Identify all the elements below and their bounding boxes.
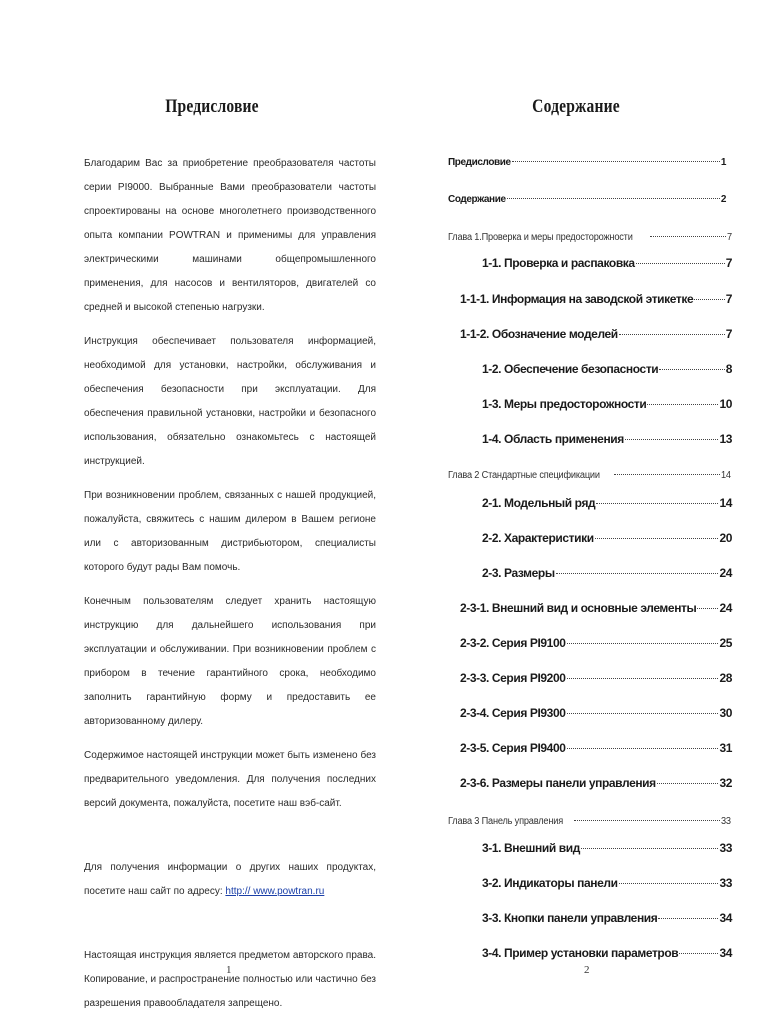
toc-entry-title: 2-3-4. Серия PI9300 [460,706,566,720]
toc-entry[interactable] [448,470,732,481]
toc-entry-page: 13 [719,432,732,446]
toc-entry[interactable] [448,157,726,168]
website-paragraph [84,856,376,904]
toc-entry-title: 1-1-1. Информация на заводской этикетке [460,292,694,306]
preface-paragraph: Конечным пользователям следует хранить настоящую инструкцию для дальнейшего использования при эксплуатации и обслуживании. При возникновении проблем с прибором в течение гарантийного срока, необходимо заполнить гарантийную форму и предоставить ее авторизованному дилеру. [84,596,376,727]
preface-paragraph: Благодарим Вас за приобретение преобразователя частоты серии PI9000. Выбранные Вами преобразователи частоты спроектированы на основе многолетнего производственного опыта компании POWTRAN и применимы для управления электрическими машинами общепромышленного применения, для насосов и вентиляторов, двигателей со средней и высокой степенью нагрузки. [84,158,376,313]
toc-entry[interactable] [460,327,732,341]
toc-entry-page: 33 [719,876,732,890]
toc-entry[interactable] [448,816,732,827]
toc-leader-dots [574,819,720,821]
toc-entry-page: 30 [719,706,732,720]
toc-entry-title: 3-4. Пример установки параметров [482,946,679,960]
toc-entry-title: 3-3. Кнопки панели управления [482,911,658,925]
toc-entry-page: 20 [719,531,732,545]
toc-entry-page: 34 [719,946,732,960]
toc-leader-dots [619,333,725,335]
toc-leader-dots [567,642,719,644]
toc-entry-title: Предисловие [448,157,511,168]
toc-entry-page: 7 [725,292,732,306]
toc-entry-page: 7 [726,232,732,243]
toc-entry[interactable] [482,432,732,446]
toc-entry-title: Глава 3 Панель управления [448,816,563,827]
toc-entry[interactable] [448,232,732,243]
toc-leader-dots [556,572,719,574]
toc-entry-page: 24 [719,601,732,615]
toc-entry-page: 14 [719,496,732,510]
page-number: 1 [226,964,232,976]
toc-leader-dots [657,782,719,784]
toc-entry-title: 3-2. Индикаторы панели [482,876,618,890]
preface-title: Предисловие [165,96,259,117]
toc-entry-title: Содержание [448,194,506,205]
toc-leader-dots [614,473,720,475]
page-number: 2 [584,964,590,976]
toc-entry-page: 7 [725,327,732,341]
toc-entry-page: 33 [721,816,732,827]
toc-entry-title: 2-3-6. Размеры панели управления [460,776,656,790]
toc-leader-dots [507,197,720,199]
toc-leader-dots [647,403,718,405]
toc-leader-dots [636,262,725,264]
toc-entry[interactable] [482,496,732,510]
toc-leader-dots [581,847,719,849]
toc-entry[interactable] [460,776,732,790]
website-link[interactable]: http:// www.powtran.ru [225,886,325,897]
preface-paragraph: Содержимое настоящей инструкции может быть изменено без предварительного уведомления. Для получения последних версий документа, пожалуйста, посетите наш вэб-сайт. [84,750,376,809]
toc-entry-page: 28 [719,671,732,685]
preface-paragraph: Инструкция обеспечивает пользователя информацией, необходимой для установки, настройки, обслуживания и обеспечения безопасности при эксплуатации. Для обеспечения правильной установки, настройки и безопасного использования, обязательно ознакомьтесь с настоящей инструкцией. [84,336,376,467]
toc-entry-page: 7 [725,256,732,270]
toc-entry[interactable] [482,876,732,890]
toc-entry[interactable] [460,671,732,685]
toc-entry-title: 2-3-5. Серия PI9400 [460,741,566,755]
toc-entry[interactable] [482,531,732,545]
toc-entry-page: 1 [720,157,726,168]
toc-entry-title: Глава 1.Проверка и меры предосторожности [448,232,633,243]
preface-paragraph: При возникновении проблем, связанных с нашей продукцией, пожалуйста, свяжитесь с нашим дилером в Вашем регионе или с авторизованным дистрибьютором, специалисты которого будут рады Вам помочь. [84,490,376,573]
toc-entry[interactable] [482,256,732,270]
toc-entry[interactable] [460,601,732,615]
toc-entry-title: 2-3-2. Серия PI9100 [460,636,566,650]
toc-entry-title: 2-2. Характеристики [482,531,594,545]
toc-entry-page: 24 [719,566,732,580]
contents-title: Содержание [532,96,620,117]
toc-leader-dots [567,747,719,749]
toc-entry-title: Глава 2 Стандартные спецификации [448,470,600,481]
toc-entry-title: 1-1-2. Обозначение моделей [460,327,618,341]
toc-leader-dots [658,917,718,919]
toc-entry-page: 33 [719,841,732,855]
toc-entry-page: 8 [725,362,732,376]
toc-entry-title: 1-2. Обеспечение безопасности [482,362,659,376]
toc-entry[interactable] [460,706,732,720]
toc-entry-page: 31 [719,741,732,755]
toc-entry-page: 32 [719,776,732,790]
toc-entry-page: 14 [721,470,732,481]
toc-entry-title: 1-3. Меры предосторожности [482,397,647,411]
toc-entry-title: 1-1. Проверка и распаковка [482,256,635,270]
toc-leader-dots [650,235,726,237]
toc-leader-dots [567,712,719,714]
toc-leader-dots [567,677,719,679]
preface-body [84,152,376,1016]
toc-entry-page: 10 [719,397,732,411]
toc-entry[interactable] [482,841,732,855]
toc-entry-title: 2-3-3. Серия PI9200 [460,671,566,685]
toc-leader-dots [679,952,718,954]
toc-entry-title: 3-1. Внешний вид [482,841,580,855]
contents-page [384,0,768,1024]
toc-leader-dots [625,438,719,440]
toc-leader-dots [595,537,719,539]
toc-entry[interactable] [482,397,732,411]
toc-leader-dots [596,502,718,504]
website-text: Для получения информации о других наших продуктах, посетите наш сайт по адресу: [84,862,376,897]
toc-entry[interactable] [482,566,732,580]
toc-entry[interactable] [460,292,732,306]
toc-entry[interactable] [448,194,726,205]
toc-entry-title: 2-1. Модельный ряд [482,496,596,510]
toc-entry-title: 2-3-1. Внешний вид и основные элементы [460,601,697,615]
toc-entry[interactable] [482,911,732,925]
toc-entry-title: 2-3. Размеры [482,566,555,580]
toc-entry-page: 25 [719,636,732,650]
copyright-paragraph: Настоящая инструкция является предметом авторского права. Копирование, и распространение полностью или частично без разрешения правообладателя запрещено. [84,950,376,1009]
toc-entry-title: 1-4. Область применения [482,432,624,446]
toc-entry[interactable] [482,946,732,960]
toc-entry[interactable] [460,636,732,650]
toc-leader-dots [512,160,720,162]
toc-entry[interactable] [482,362,732,376]
toc-entry[interactable] [460,741,732,755]
toc-leader-dots [694,298,724,300]
toc-leader-dots [619,882,719,884]
toc-leader-dots [697,607,718,609]
toc-entry-page: 2 [720,194,726,205]
toc-entry-page: 34 [719,911,732,925]
toc-leader-dots [659,368,724,370]
